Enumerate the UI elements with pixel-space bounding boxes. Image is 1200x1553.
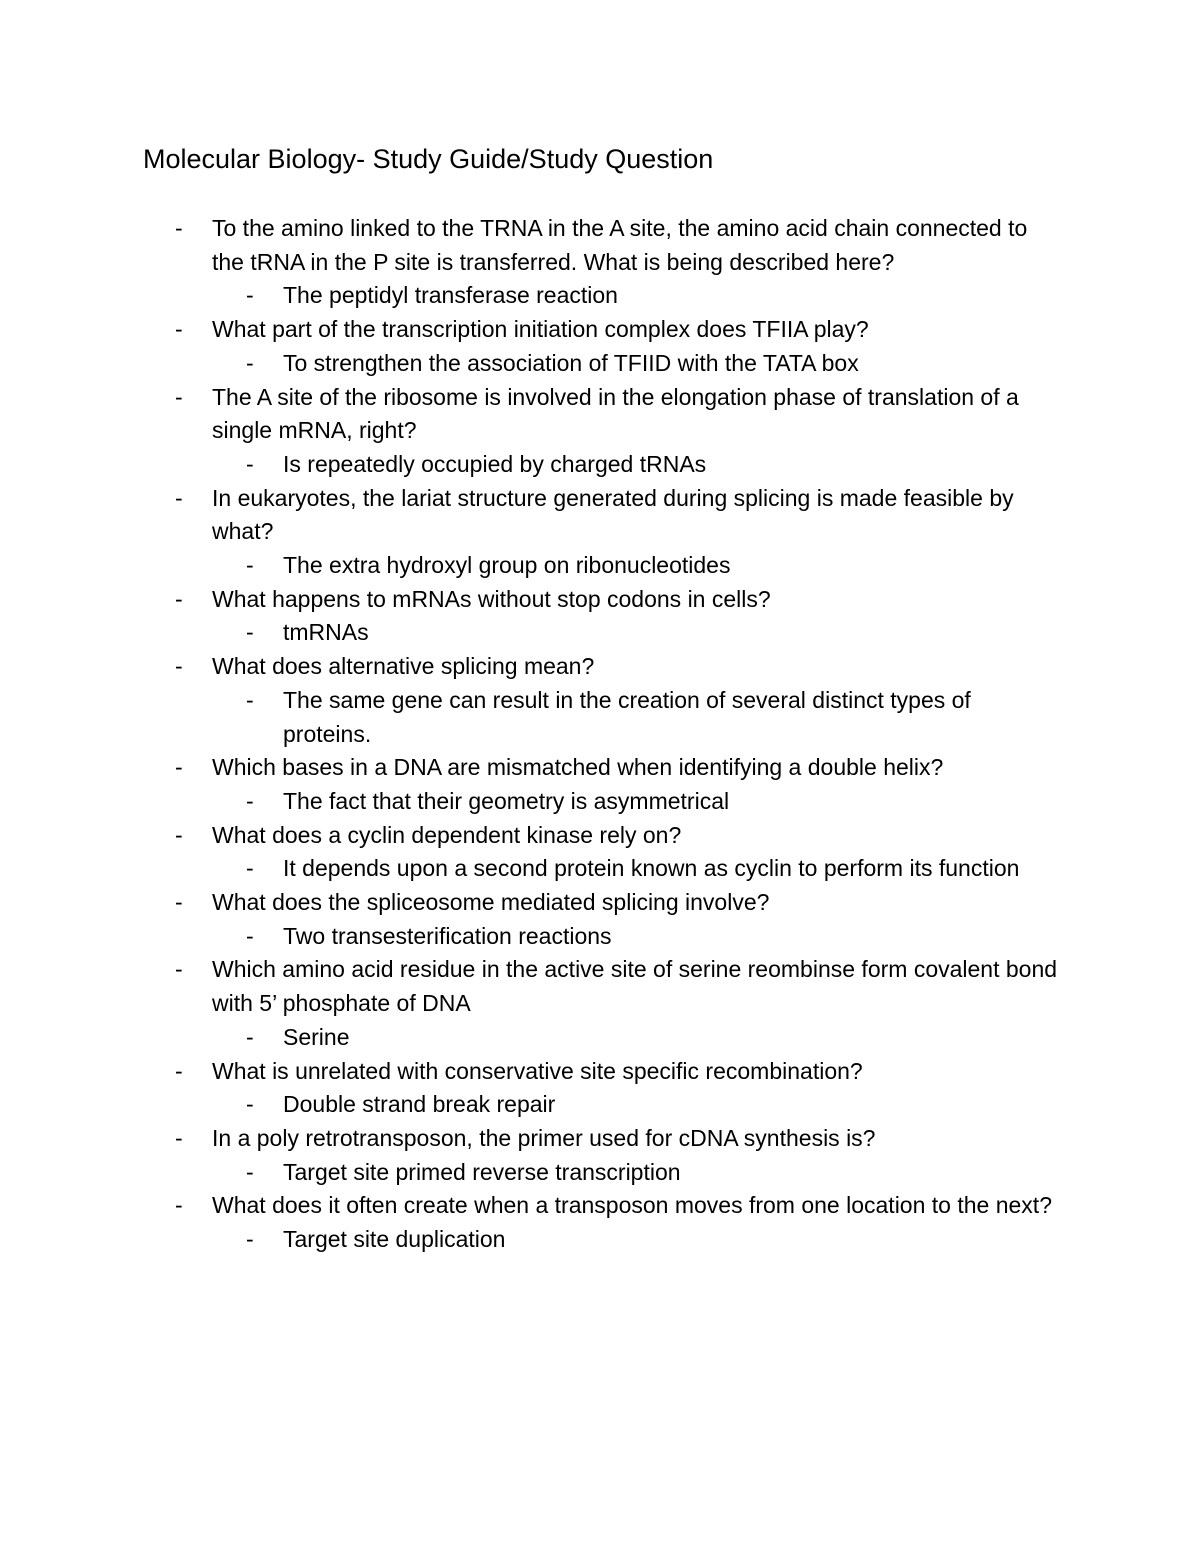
question-text: What part of the transcription initiation complex does TFIIA play? [212, 316, 869, 343]
question-row [0, 1122, 1062, 1156]
list-item [0, 212, 1200, 313]
list-item [0, 886, 1200, 953]
bullet-dash: - [246, 686, 254, 713]
question-row [0, 1055, 1062, 1089]
answer-text: The fact that their geometry is asymmetrical [283, 787, 730, 814]
list-item [0, 650, 1200, 751]
answer-text: Double strand break repair [283, 1091, 556, 1118]
question-text: In a poly retrotransposon, the primer used for cDNA synthesis is? [212, 1124, 876, 1151]
question-text: Which bases in a DNA are mismatched when identifying a double helix? [212, 754, 944, 781]
bullet-dash: - [246, 282, 254, 309]
question-row [0, 1189, 1062, 1223]
list-item [0, 1122, 1200, 1189]
question-text: The A site of the ribosome is involved in the elongation phase of translation of a single mRNA, right? [212, 383, 1019, 444]
question-text: In eukaryotes, the lariat structure generated during splicing is made feasible by what? [212, 484, 1014, 545]
bullet-dash: - [175, 215, 183, 241]
list-item [0, 583, 1200, 650]
question-row [0, 819, 1062, 853]
bullet-dash: - [175, 316, 183, 343]
bullet-dash: - [246, 855, 254, 882]
question-text: Which amino acid residue in the active site of serine reombinse form covalent bond with 5’ phosphate of DNA [212, 956, 1058, 1017]
answer-row [0, 684, 1063, 751]
question-row [0, 583, 1062, 617]
answer-text: The same gene can result in the creation of several distinct types of proteins. [283, 686, 971, 747]
bullet-dash: - [246, 922, 254, 949]
list-item [0, 1055, 1200, 1122]
answer-row [0, 347, 1063, 381]
question-text: To the amino linked to the TRNA in the A site, the amino acid chain connected to the tRNA in the P site is transferred. What is being described here? [212, 215, 1028, 275]
bullet-dash: - [246, 619, 254, 646]
bullet-dash: - [175, 484, 183, 511]
answer-row [0, 1088, 1063, 1122]
bullet-dash: - [246, 1158, 254, 1185]
question-list [0, 212, 1200, 1257]
question-text: What does it often create when a transposon moves from one location to the next? [212, 1192, 1052, 1219]
answer-text: Target site primed reverse transcription [283, 1158, 681, 1185]
question-row [0, 953, 1062, 1020]
bullet-dash: - [175, 585, 183, 612]
bullet-dash: - [175, 1192, 183, 1219]
bullet-dash: - [246, 1091, 254, 1118]
answer-row [0, 549, 1063, 583]
question-row [0, 482, 1062, 549]
question-text: What does alternative splicing mean? [212, 653, 595, 680]
bullet-dash: - [246, 349, 254, 376]
answer-text: Two transesterification reactions [283, 922, 612, 949]
bullet-dash: - [246, 450, 254, 477]
answer-text: The peptidyl transferase reaction [283, 282, 618, 309]
answer-row [0, 785, 1063, 819]
bullet-dash: - [175, 889, 183, 916]
question-row [0, 313, 1062, 347]
list-item [0, 751, 1200, 818]
question-text: What happens to mRNAs without stop codons in cells? [212, 585, 771, 612]
answer-row [0, 852, 1063, 886]
bullet-dash: - [246, 552, 254, 579]
answer-row [0, 1156, 1063, 1190]
answer-row [0, 448, 1063, 482]
bullet-dash: - [175, 821, 183, 848]
answer-text: tmRNAs [283, 619, 369, 646]
question-text: What does the spliceosome mediated splicing involve? [212, 889, 770, 916]
list-item [0, 482, 1200, 583]
answer-text: Is repeatedly occupied by charged tRNAs [283, 450, 707, 477]
answer-row [0, 1021, 1063, 1055]
bullet-dash: - [246, 787, 254, 814]
answer-row [0, 616, 1063, 650]
bullet-dash: - [175, 754, 183, 781]
answer-text: Target site duplication [283, 1226, 506, 1253]
page-title: Molecular Biology- Study Guide/Study Question [143, 144, 714, 174]
question-row [0, 886, 1062, 920]
bullet-dash: - [175, 956, 183, 983]
question-text: What is unrelated with conservative site specific recombination? [212, 1057, 863, 1084]
answer-row [0, 920, 1063, 954]
bullet-dash: - [175, 1057, 183, 1084]
bullet-dash: - [175, 1124, 183, 1151]
bullet-dash: - [246, 1226, 254, 1253]
answer-text: Serine [283, 1023, 350, 1050]
list-item [0, 953, 1200, 1054]
bullet-dash: - [175, 653, 183, 680]
answer-text: It depends upon a second protein known as cyclin to perform its function [283, 855, 1020, 882]
list-item [0, 819, 1200, 886]
bullet-dash: - [246, 1023, 254, 1050]
question-row [0, 381, 1062, 448]
question-row [0, 650, 1062, 684]
question-row [0, 212, 1062, 279]
question-text: What does a cyclin dependent kinase rely on? [212, 821, 682, 848]
answer-text: To strengthen the association of TFIID with the TATA box [283, 349, 859, 376]
answer-row [0, 279, 1063, 313]
answer-row [0, 1223, 1063, 1257]
list-item [0, 1189, 1200, 1256]
question-row [0, 751, 1062, 785]
list-item [0, 381, 1200, 482]
list-item [0, 313, 1200, 380]
bullet-dash: - [175, 383, 183, 410]
answer-text: The extra hydroxyl group on ribonucleotides [283, 552, 731, 579]
